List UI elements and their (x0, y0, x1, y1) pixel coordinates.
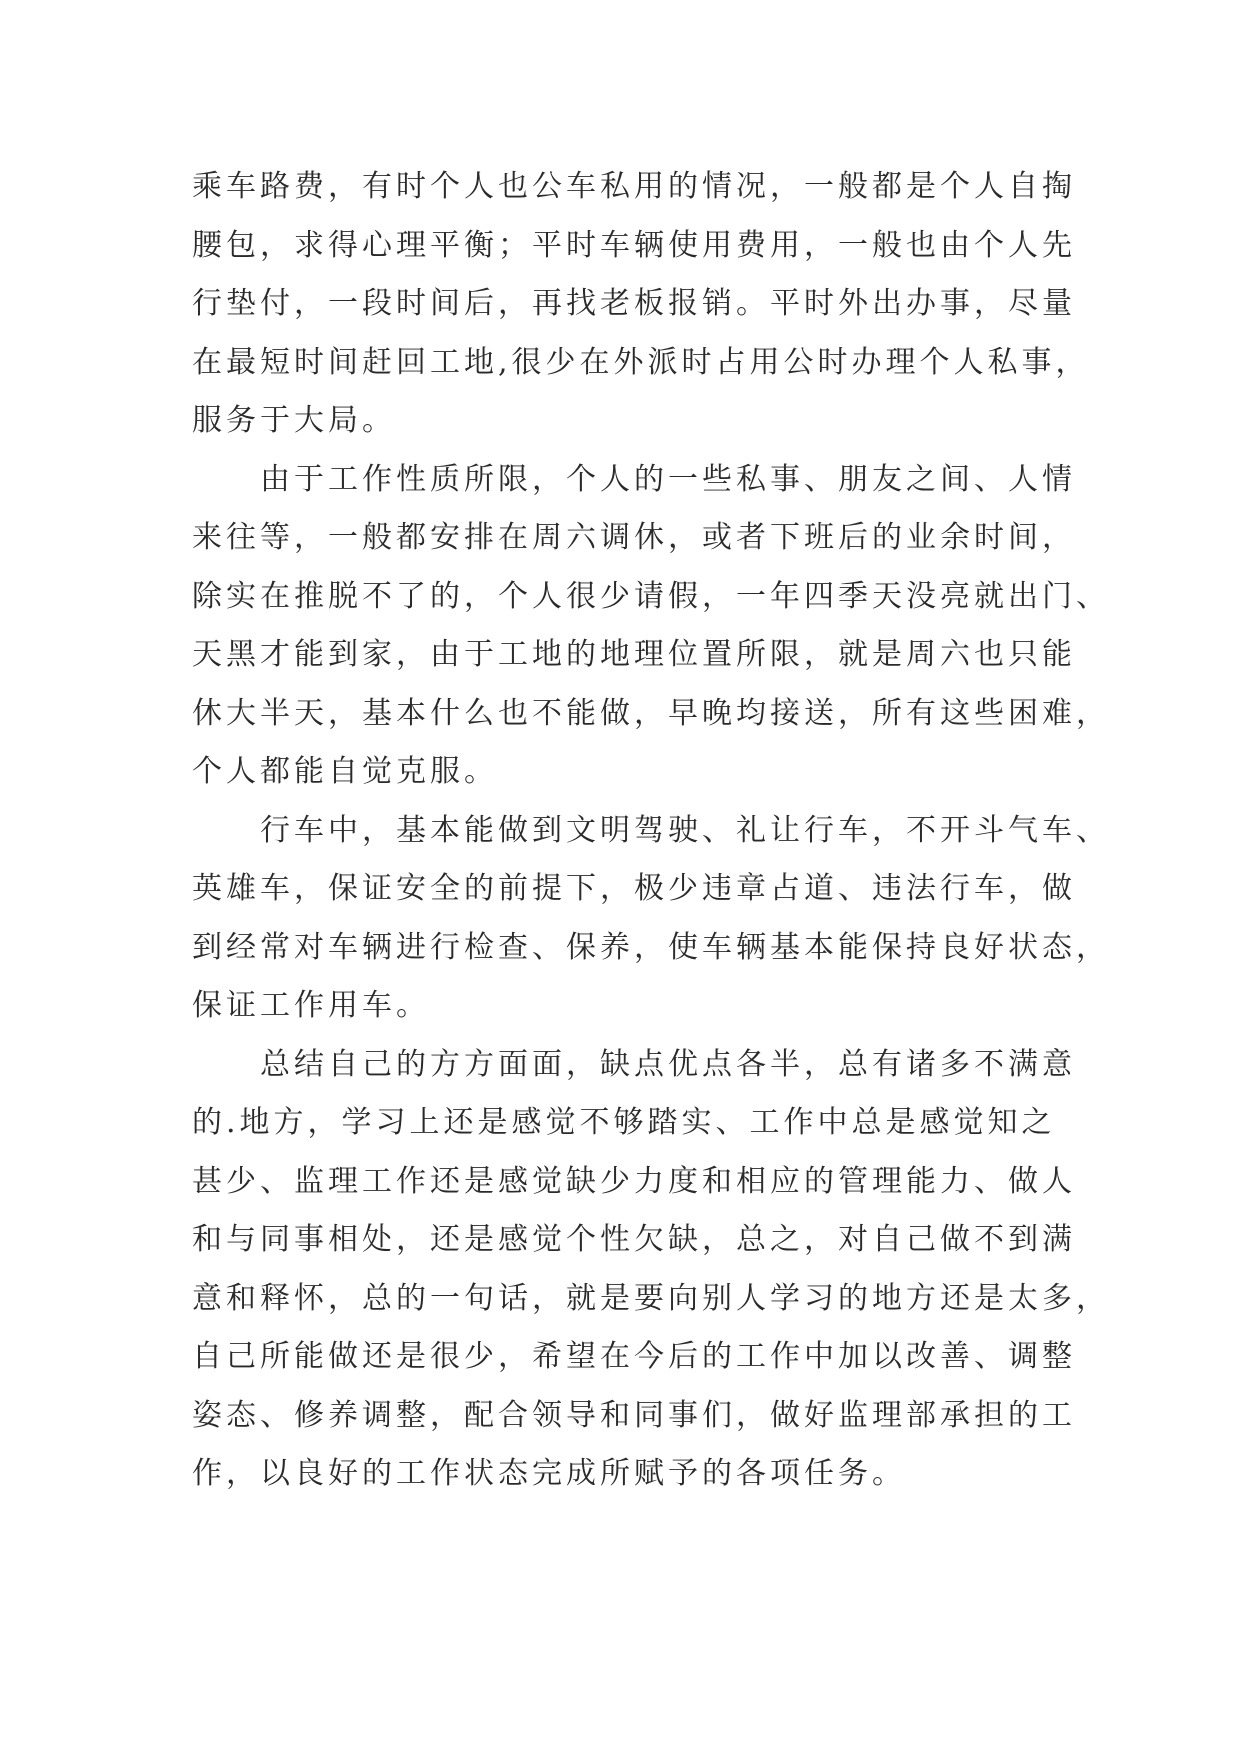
text-line: 行垫付，一段时间后，再找老板报销。平时外出办事，尽量 (192, 286, 1076, 321)
paragraph-1 (192, 158, 1090, 451)
text-line: 来往等，一般都安排在周六调休，或者下班后的业余时间， (192, 520, 1076, 555)
text-line: 和与同事相处，还是感觉个性欠缺，总之，对自己做不到满 (192, 1222, 1076, 1257)
text-line: 行车中，基本能做到文明驾驶、礼让行车，不开斗气车、 (260, 812, 1110, 848)
text-line: 乘车路费，有时个人也公车私用的情况，一般都是个人自掏 (192, 169, 1076, 204)
paragraph-2 (192, 451, 1110, 802)
text-line: 的.地方，学习上还是感觉不够踏实、工作中总是感觉知之 (192, 1105, 1056, 1140)
text-line: 意和释怀，总的一句话，就是要向别人学习的地方还是太多， (192, 1280, 1110, 1316)
text-line: 姿态、修养调整，配合领导和同事们，做好监理部承担的工 (192, 1397, 1076, 1433)
document-body (192, 158, 1110, 1504)
text-line: 由于工作性质所限，个人的一些私事、朋友之间、人情 (260, 461, 1076, 497)
text-line: 保证工作用车。 (192, 988, 430, 1023)
text-line: 休大半天，基本什么也不能做，早晚均接送，所有这些困难， (192, 695, 1110, 731)
text-line: 到经常对车辆进行检查、保养，使车辆基本能保持良好状态， (192, 929, 1110, 965)
text-line: 作，以良好的工作状态完成所赋予的各项任务。 (192, 1456, 906, 1491)
text-line: 甚少、监理工作还是感觉缺少力度和相应的管理能力、做人 (192, 1163, 1076, 1199)
paragraph-3 (192, 802, 1110, 1036)
text-line: 腰包，求得心理平衡；平时车辆使用费用，一般也由个人先 (192, 227, 1076, 263)
text-line: 在最短时间赶回工地,很少在外派时占用公时办理个人私事， (192, 344, 1090, 380)
text-line: 服务于大局。 (192, 403, 396, 438)
paragraph-4 (192, 1036, 1110, 1504)
text-line: 除实在推脱不了的，个人很少请假，一年四季天没亮就出门、 (192, 578, 1110, 614)
text-line: 天黑才能到家，由于工地的地理位置所限，就是周六也只能 (192, 637, 1076, 672)
text-line: 英雄车，保证安全的前提下，极少违章占道、违法行车，做 (192, 871, 1076, 906)
text-line: 个人都能自觉克服。 (192, 754, 498, 789)
text-line: 自己所能做还是很少，希望在今后的工作中加以改善、调整 (192, 1339, 1076, 1374)
text-line: 总结自己的方方面面，缺点优点各半，总有诸多不满意 (260, 1046, 1076, 1082)
